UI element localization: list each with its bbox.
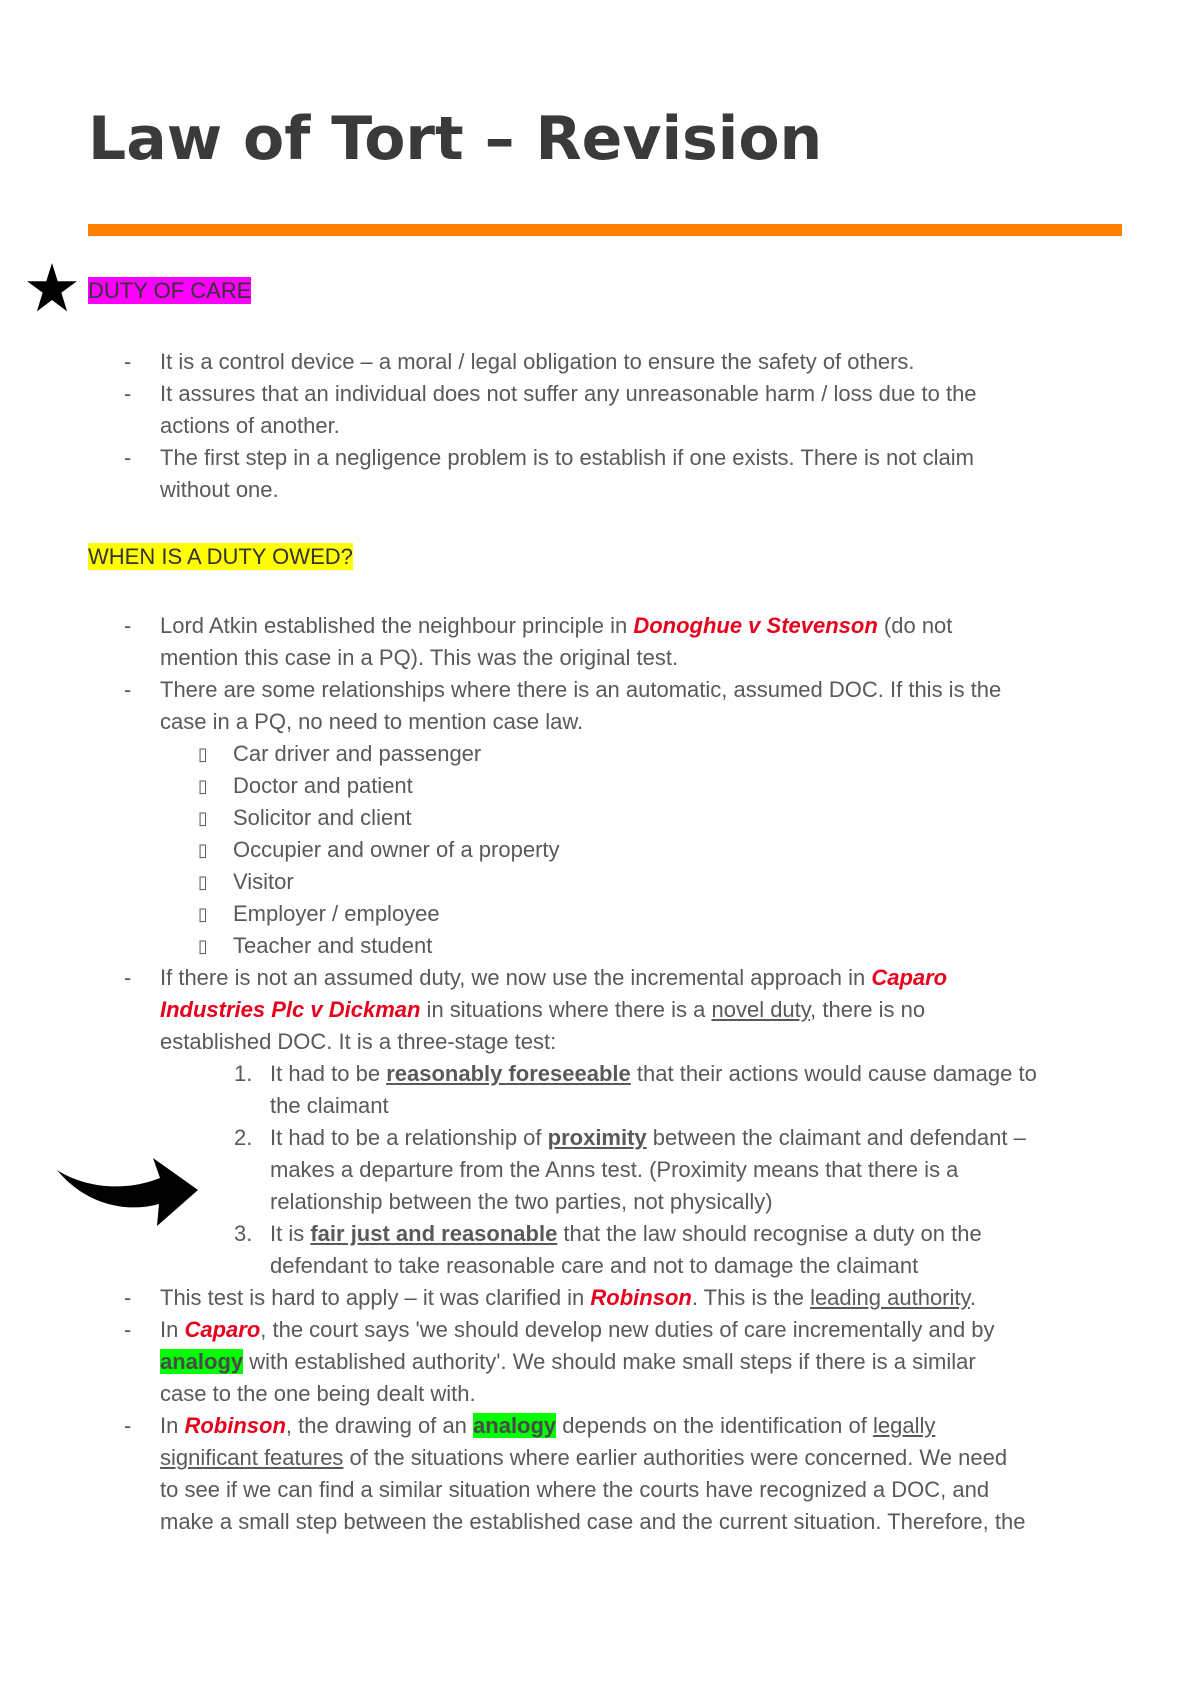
list-item-cont: Industries Plc v Dickman in situations where there is a novel duty, there is no: [160, 997, 926, 1022]
list-item: Lord Atkin established the neighbour principle in Donoghue v Stevenson (do not: [160, 613, 953, 638]
list-item: In Robinson, the drawing of an analogy depends on the identification of legally: [160, 1413, 936, 1438]
case-name: Caparo: [184, 1317, 261, 1342]
list-item-cont: actions of another.: [160, 413, 340, 438]
list-item: This test is hard to apply – it was clarified in Robinson. This is the leading authority.: [160, 1285, 976, 1310]
test-step-cont: defendant to take reasonable care and not to damage the claimant: [270, 1253, 919, 1278]
case-name: Caparo: [871, 965, 948, 990]
key-term: reasonably foreseeable: [386, 1061, 631, 1086]
test-step-cont: makes a departure from the Anns test. (Proximity means that there is a: [270, 1157, 959, 1182]
key-term: fair just and reasonable: [310, 1221, 558, 1246]
test-step: It is fair just and reasonable that the law should recognise a duty on the: [270, 1221, 982, 1246]
relationship-item: Car driver and passenger: [233, 741, 482, 766]
list-item-cont: established DOC. It is a three-stage test:: [160, 1029, 557, 1054]
list-item: It assures that an individual does not suffer any unreasonable harm / loss due to the: [160, 381, 977, 406]
relationship-item: Teacher and student: [233, 933, 433, 958]
underlined-term: leading authority: [810, 1285, 970, 1310]
list-item: There are some relationships where there is an automatic, assumed DOC. If this is the: [160, 677, 1002, 702]
list-item: If there is not an assumed duty, we now use the incremental approach in Caparo: [160, 965, 948, 990]
list-item-cont: analogy with established authority'. We should make small steps if there is a similar: [160, 1349, 976, 1374]
highlighted-term: analogy: [473, 1413, 557, 1438]
list-item-cont: without one.: [160, 477, 279, 502]
underlined-term: novel duty: [711, 997, 811, 1022]
list-item-cont: case in a PQ, no need to mention case law.: [160, 709, 584, 734]
test-step: It had to be a relationship of proximity between the claimant and defendant –: [270, 1125, 1026, 1150]
highlighted-term: analogy: [160, 1349, 244, 1374]
case-name: Robinson: [590, 1285, 692, 1310]
relationship-item: Solicitor and client: [233, 805, 412, 830]
list-item: It is a control device – a moral / legal obligation to ensure the safety of others.: [160, 349, 915, 374]
when-duty-owed-heading: WHEN IS A DUTY OWED?: [88, 544, 353, 569]
star-icon: [26, 262, 78, 314]
underlined-term: significant features: [160, 1445, 344, 1470]
list-item-cont: case to the one being dealt with.: [160, 1381, 476, 1406]
orange-divider: [88, 224, 1122, 236]
case-name: Industries Plc v Dickman: [160, 997, 421, 1022]
case-name: Robinson: [184, 1413, 286, 1438]
list-item: In Caparo, the court says 'we should develop new duties of care incrementally and by: [160, 1317, 995, 1342]
duty-of-care-heading: DUTY OF CARE: [88, 278, 252, 303]
test-step-cont: the claimant: [270, 1093, 389, 1118]
list-item: The first step in a negligence problem is to establish if one exists. There is not claim: [160, 445, 974, 470]
relationship-item: Occupier and owner of a property: [233, 837, 560, 862]
case-name: Donoghue v Stevenson: [633, 613, 878, 638]
list-item-cont: to see if we can find a similar situation where the courts have recognized a DOC, and: [160, 1477, 990, 1502]
test-step-cont: relationship between the two parties, not physically): [270, 1189, 773, 1214]
page-title: Law of Tort – Revision: [88, 104, 823, 174]
test-step: It had to be reasonably foreseeable that their actions would cause damage to: [270, 1061, 1037, 1086]
underlined-term: legally: [872, 1413, 936, 1438]
relationship-item: Doctor and patient: [233, 773, 413, 798]
list-item-cont: make a small step between the established case and the current situation. Therefore, the: [160, 1509, 1026, 1534]
key-term: proximity: [547, 1125, 647, 1150]
relationship-item: Employer / employee: [233, 901, 440, 926]
relationship-item: Visitor: [233, 869, 294, 894]
list-item-cont: mention this case in a PQ). This was the original test.: [160, 645, 679, 670]
curved-arrow-icon: [55, 1148, 200, 1228]
list-item-cont: significant features of the situations where earlier authorities were concerned. We need: [160, 1445, 1008, 1470]
